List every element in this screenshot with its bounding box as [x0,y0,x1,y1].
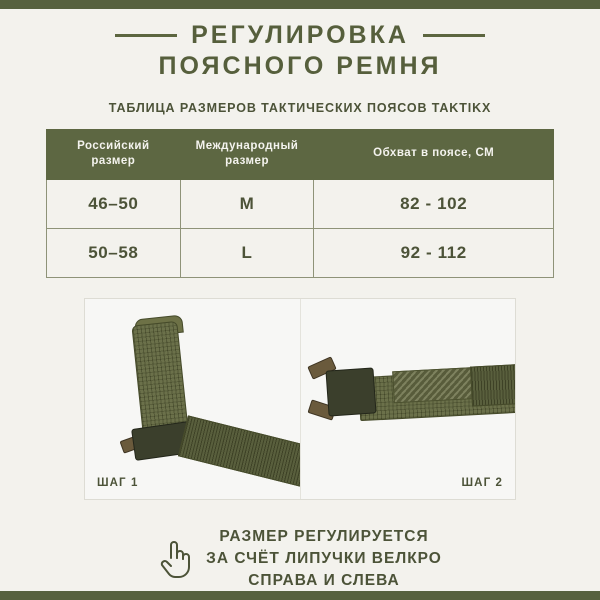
footer-text-line-2: ЗА СЧЁТ ЛИПУЧКИ ВЕЛКРО [206,550,442,567]
cell-waist: 92 - 112 [314,228,554,277]
page-title-line-1: РЕГУЛИРОВКА [191,21,409,49]
column-header-russian-size-line2: размер [91,155,136,168]
footer-text [206,526,442,593]
header [0,0,600,115]
size-table-wrapper [46,129,554,278]
belt-tail-icon [469,363,515,406]
footer-text-line-1: РАЗМЕР РЕГУЛИРУЕТСЯ [219,527,429,545]
footer-text-line-3: СПРАВА И СЛЕВА [248,572,400,590]
cell-russian-size: 46–50 [47,179,181,228]
pointing-hand-icon [158,538,192,580]
belt-velcro-band-icon [178,415,300,488]
cell-international-size: M [180,179,314,228]
column-header-russian-size-line1: Российский [77,139,150,152]
column-header-international-size-line2: размер [225,155,269,168]
bottom-accent-bar [0,591,600,600]
column-header-russian-size [47,129,181,179]
table-header-row [47,129,554,179]
column-header-international-size-line1: Международный [195,139,299,152]
column-header-international-size [180,129,314,179]
page-subtitle: ТАБЛИЦА РАЗМЕРОВ ТАКТИЧЕСКИХ ПОЯСОВ TAKTIKX [108,100,492,115]
title-rule-left [115,34,177,37]
size-table-head [47,129,554,179]
belt-vertical-strap-icon [131,320,188,434]
column-header-waist: Обхват в поясе, СМ [314,129,554,179]
photo-row [84,298,516,500]
table-row [47,228,554,277]
table-row [47,179,554,228]
photo-step-2 [300,299,516,499]
title-rule-right [423,34,485,37]
top-accent-bar [0,0,600,9]
cell-waist: 82 - 102 [314,179,554,228]
step-label-1: ШАГ 1 [97,476,139,489]
cell-russian-size: 50–58 [47,228,181,277]
step-label-2: ШАГ 2 [461,476,503,489]
size-table [46,129,554,278]
photo-step-1 [85,299,300,499]
belt-buckle-icon [325,367,376,416]
cell-international-size: L [180,228,314,277]
footer-note [85,526,515,593]
page-title-line-2: ПОЯСНОГО РЕМНЯ [158,52,442,81]
title-row-1 [0,20,600,51]
velcro-patch-icon [392,366,482,403]
size-table-body [47,179,554,277]
